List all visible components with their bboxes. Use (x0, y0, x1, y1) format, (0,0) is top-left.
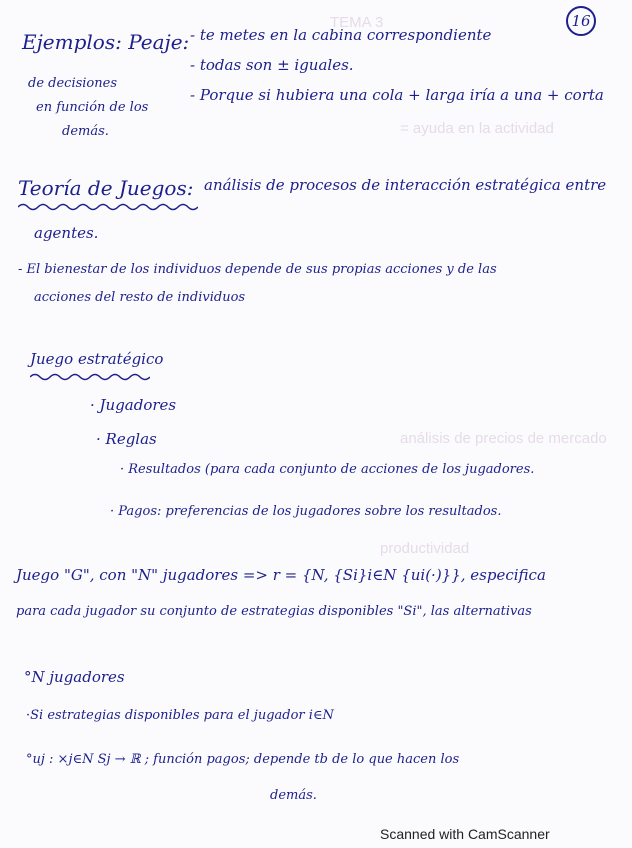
theory-definition: análisis de procesos de interacción estratégica entre (204, 176, 607, 194)
examples-item: - todas son ± iguales. (190, 56, 354, 74)
page-number: 16 (566, 6, 596, 36)
game-definition-line: Juego "G", con "N" jugadores => r = {N, {Si}i∈N {ui(·)}}, especifica (16, 566, 546, 584)
bullet-item: · Jugadores (90, 396, 177, 414)
sub-bullet-item: · Pagos: preferencias de los jugadores sobre los resultados. (110, 504, 502, 519)
side-note: demás. (62, 124, 109, 139)
bleed-through-text: = ayuda en la actividad (400, 120, 554, 137)
payoff-item-cont: demás. (270, 788, 317, 803)
game-definition-line: para cada jugador su conjunto de estrategias disponibles "Si", las alternativas (16, 604, 532, 619)
theory-definition-cont: agentes. (34, 224, 99, 242)
title-underline (30, 372, 150, 382)
bleed-through-text: TEMA 3 (330, 14, 384, 31)
bleed-through-text: análisis de precios de mercado (400, 430, 607, 447)
bleed-through-text: productividad (380, 540, 470, 557)
sub-bullet-item: · Resultados (para cada conjunto de acciones de los jugadores. (120, 462, 535, 477)
examples-item: - te metes en la cabina correspondiente (190, 26, 492, 44)
scanner-watermark: Scanned with CamScanner (380, 826, 550, 842)
payoff-item: °uj : ×j∈N Sj → ℝ ; función pagos; depende tb de lo que hacen los (26, 752, 460, 767)
bullet-item: · Reglas (96, 430, 157, 448)
theory-point: - El bienestar de los individuos depende de sus propias acciones y de las (18, 262, 497, 277)
theory-point-cont: acciones del resto de individuos (34, 290, 246, 305)
strategies-item: ·Si estrategias disponibles para el jugador i∈N (26, 708, 334, 723)
strategic-game-title: Juego estratégico (30, 350, 164, 368)
examples-item: - Porque si hubiera una cola + larga iría a una + corta (190, 86, 604, 104)
title-underline (18, 202, 198, 212)
players-item: °N jugadores (24, 668, 125, 686)
theory-title: Teoría de Juegos: (18, 176, 194, 200)
examples-heading: Ejemplos: Peaje: (22, 30, 190, 54)
side-note: en función de los (36, 100, 149, 115)
side-note: de decisiones (28, 76, 117, 91)
